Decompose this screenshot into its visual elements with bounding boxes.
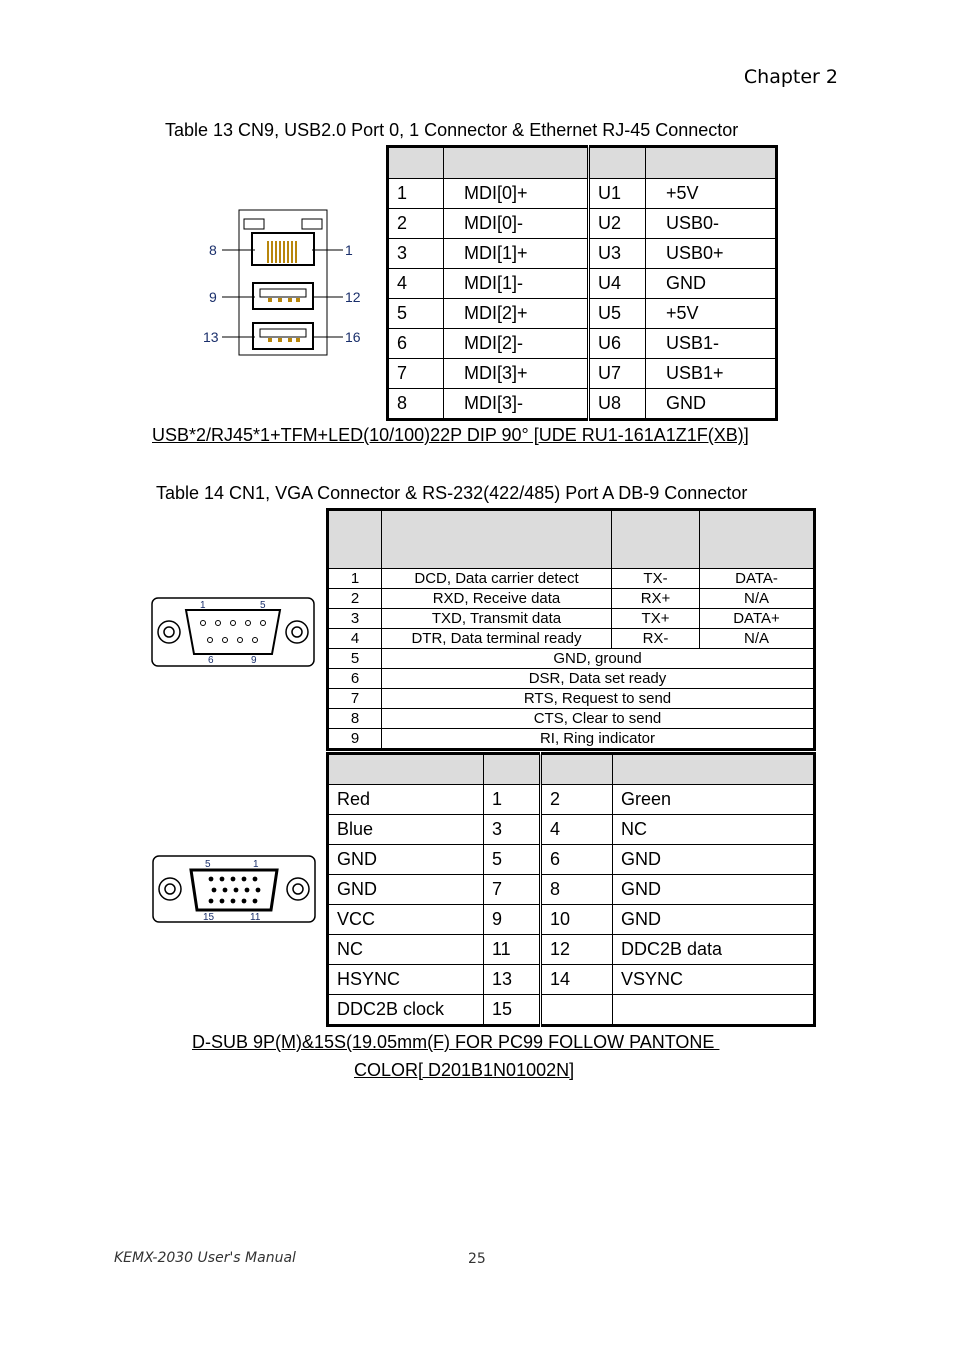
table-cell: GND xyxy=(328,875,484,905)
vga-label-11: 11 xyxy=(250,912,261,923)
table-cell: RTS, Request to send xyxy=(382,689,815,709)
pin-label-1: 1 xyxy=(345,242,353,258)
table-cell: GND, ground xyxy=(382,649,815,669)
table-cell: +5V xyxy=(646,179,777,209)
table14-part-number-line2: COLOR[ D201B1N01002N] xyxy=(354,1060,575,1080)
table-cell: TX+ xyxy=(612,609,700,629)
table-cell: U6 xyxy=(589,329,646,359)
db9-label-1: 1 xyxy=(200,600,206,611)
table-row xyxy=(328,589,815,609)
pin-label-9: 9 xyxy=(209,289,217,305)
rj45-usb-connector-figure xyxy=(200,205,370,360)
table-cell: RX- xyxy=(612,629,700,649)
table-cell: U8 xyxy=(589,389,646,420)
pin-label-8: 8 xyxy=(209,242,217,258)
table-cell: 6 xyxy=(388,329,444,359)
table-cell: 8 xyxy=(328,709,382,729)
header-cell xyxy=(612,510,700,569)
table-row xyxy=(328,785,815,815)
table13-caption: Table 13 CN9, USB2.0 Port 0, 1 Connector & Ethernet RJ-45 Connector xyxy=(165,120,739,140)
table-cell: U2 xyxy=(589,209,646,239)
table-cell: MDI[1]+ xyxy=(444,239,589,269)
table-cell: MDI[0]+ xyxy=(444,179,589,209)
table-cell: HSYNC xyxy=(328,965,484,995)
table-cell: N/A xyxy=(700,629,815,649)
table-row xyxy=(328,845,815,875)
table-cell: DSR, Data set ready xyxy=(382,669,815,689)
table-cell: 4 xyxy=(328,629,382,649)
table-row xyxy=(328,609,815,629)
table-row xyxy=(388,179,777,209)
table-header-row xyxy=(328,510,815,569)
table-cell: Blue xyxy=(328,815,484,845)
header-cell xyxy=(541,754,613,785)
table-cell: 6 xyxy=(541,845,613,875)
db9-label-9: 9 xyxy=(251,655,257,666)
header-cell xyxy=(328,510,382,569)
table-cell: CTS, Clear to send xyxy=(382,709,815,729)
table-cell: NC xyxy=(613,815,815,845)
table-cell: U1 xyxy=(589,179,646,209)
table-cell: 6 xyxy=(328,669,382,689)
table-cell: NC xyxy=(328,935,484,965)
table-cell: N/A xyxy=(700,589,815,609)
table-cell: DATA- xyxy=(700,569,815,589)
db9-label-6: 6 xyxy=(208,655,214,666)
table-cell: MDI[0]- xyxy=(444,209,589,239)
table-cell: 12 xyxy=(541,935,613,965)
page-number: 25 xyxy=(468,1251,486,1267)
db9-connector-figure xyxy=(150,596,316,670)
table-cell: 3 xyxy=(484,815,541,845)
table-cell: VCC xyxy=(328,905,484,935)
header-cell xyxy=(382,510,612,569)
table-cell: Red xyxy=(328,785,484,815)
table-cell: 2 xyxy=(541,785,613,815)
header-cell xyxy=(484,754,541,785)
table-cell: 2 xyxy=(388,209,444,239)
table-cell: USB0+ xyxy=(646,239,777,269)
table-cell: DTR, Data terminal ready xyxy=(382,629,612,649)
header-cell xyxy=(589,147,646,179)
table-cell: 7 xyxy=(484,875,541,905)
table-cell: 4 xyxy=(541,815,613,845)
table-cell: 9 xyxy=(484,905,541,935)
table-cell xyxy=(541,995,613,1026)
table-header-row xyxy=(328,754,815,785)
table-cell: Green xyxy=(613,785,815,815)
table-cell: GND xyxy=(646,389,777,420)
table-cell: 9 xyxy=(328,729,382,750)
header-cell xyxy=(328,754,484,785)
table-cell: MDI[3]+ xyxy=(444,359,589,389)
table-cell: GND xyxy=(646,269,777,299)
table-row xyxy=(388,209,777,239)
table-cell: USB0- xyxy=(646,209,777,239)
db9-label-5: 5 xyxy=(260,600,266,611)
table-row xyxy=(388,389,777,420)
table-cell: 2 xyxy=(328,589,382,609)
table-cell: USB1+ xyxy=(646,359,777,389)
table-row xyxy=(328,569,815,589)
table-cell: MDI[1]- xyxy=(444,269,589,299)
table-cell: GND xyxy=(613,845,815,875)
table-row xyxy=(388,359,777,389)
table13-part-number: USB*2/RJ45*1+TFM+LED(10/100)22P DIP 90° [UDE RU1-161A1Z1F(XB)] xyxy=(152,425,749,445)
table-cell: USB1- xyxy=(646,329,777,359)
table-cell: DDC2B clock xyxy=(328,995,484,1026)
table-header-row xyxy=(388,147,777,179)
table-cell: TXD, Transmit data xyxy=(382,609,612,629)
table-cell: 1 xyxy=(388,179,444,209)
table-cell: +5V xyxy=(646,299,777,329)
table-cell: DDC2B data xyxy=(613,935,815,965)
table-cell: 14 xyxy=(541,965,613,995)
table14-part-number-line1: D-SUB 9P(M)&15S(19.05mm(F) FOR PC99 FOLLOW PANTONE xyxy=(192,1032,720,1052)
header-cell xyxy=(700,510,815,569)
table-row xyxy=(388,239,777,269)
footer-manual-title: KEMX-2030 User's Manual xyxy=(114,1250,296,1266)
table-cell: U3 xyxy=(589,239,646,269)
vga-label-15: 15 xyxy=(203,912,215,923)
table-row xyxy=(328,965,815,995)
vga-label-5: 5 xyxy=(205,859,211,870)
table-cell: 15 xyxy=(484,995,541,1026)
table-row xyxy=(328,995,815,1026)
table-cell: 8 xyxy=(388,389,444,420)
table-cell: U7 xyxy=(589,359,646,389)
vga-connector-figure xyxy=(151,854,317,926)
table-cell: 7 xyxy=(328,689,382,709)
header-cell xyxy=(388,147,444,179)
table-row xyxy=(328,875,815,905)
table-cell: TX- xyxy=(612,569,700,589)
table-row xyxy=(328,649,815,669)
table-cell: 1 xyxy=(484,785,541,815)
table14-serial-table xyxy=(326,508,816,751)
table-cell: MDI[3]- xyxy=(444,389,589,420)
vga-label-1: 1 xyxy=(253,859,259,870)
table-row xyxy=(388,329,777,359)
table-cell: DCD, Data carrier detect xyxy=(382,569,612,589)
table-cell: RX+ xyxy=(612,589,700,609)
table-row xyxy=(328,669,815,689)
header-cell xyxy=(444,147,589,179)
table-cell: 1 xyxy=(328,569,382,589)
header-cell xyxy=(613,754,815,785)
pin-label-13: 13 xyxy=(203,329,219,345)
table-cell: MDI[2]+ xyxy=(444,299,589,329)
table-row xyxy=(328,629,815,649)
table-cell: 13 xyxy=(484,965,541,995)
table-row xyxy=(328,709,815,729)
table-cell: 5 xyxy=(328,649,382,669)
table-cell: 10 xyxy=(541,905,613,935)
pin-label-12: 12 xyxy=(345,289,361,305)
table-row xyxy=(328,905,815,935)
table-cell: RXD, Receive data xyxy=(382,589,612,609)
table-row xyxy=(388,269,777,299)
table-cell: RI, Ring indicator xyxy=(382,729,815,750)
table-cell: 5 xyxy=(484,845,541,875)
table-cell: DATA+ xyxy=(700,609,815,629)
table-row xyxy=(328,729,815,750)
table-cell: U4 xyxy=(589,269,646,299)
table-row xyxy=(388,299,777,329)
table-cell xyxy=(613,995,815,1026)
table-cell: GND xyxy=(328,845,484,875)
table-row xyxy=(328,935,815,965)
table-cell: 4 xyxy=(388,269,444,299)
table-cell: 3 xyxy=(388,239,444,269)
table-cell: GND xyxy=(613,875,815,905)
table-row xyxy=(328,815,815,845)
table-cell: 8 xyxy=(541,875,613,905)
table-cell: U5 xyxy=(589,299,646,329)
table14-vga-table xyxy=(326,752,816,1027)
chapter-heading: Chapter 2 xyxy=(743,66,838,88)
table13-pin-table xyxy=(386,145,778,421)
table-cell: 5 xyxy=(388,299,444,329)
table-cell: GND xyxy=(613,905,815,935)
table-cell: 7 xyxy=(388,359,444,389)
table-cell: 11 xyxy=(484,935,541,965)
table-row xyxy=(328,689,815,709)
table-cell: MDI[2]- xyxy=(444,329,589,359)
table-cell: VSYNC xyxy=(613,965,815,995)
header-cell xyxy=(646,147,777,179)
table14-caption: Table 14 CN1, VGA Connector & RS-232(422/485) Port A DB-9 Connector xyxy=(156,483,748,503)
pin-label-16: 16 xyxy=(345,329,361,345)
table-cell: 3 xyxy=(328,609,382,629)
